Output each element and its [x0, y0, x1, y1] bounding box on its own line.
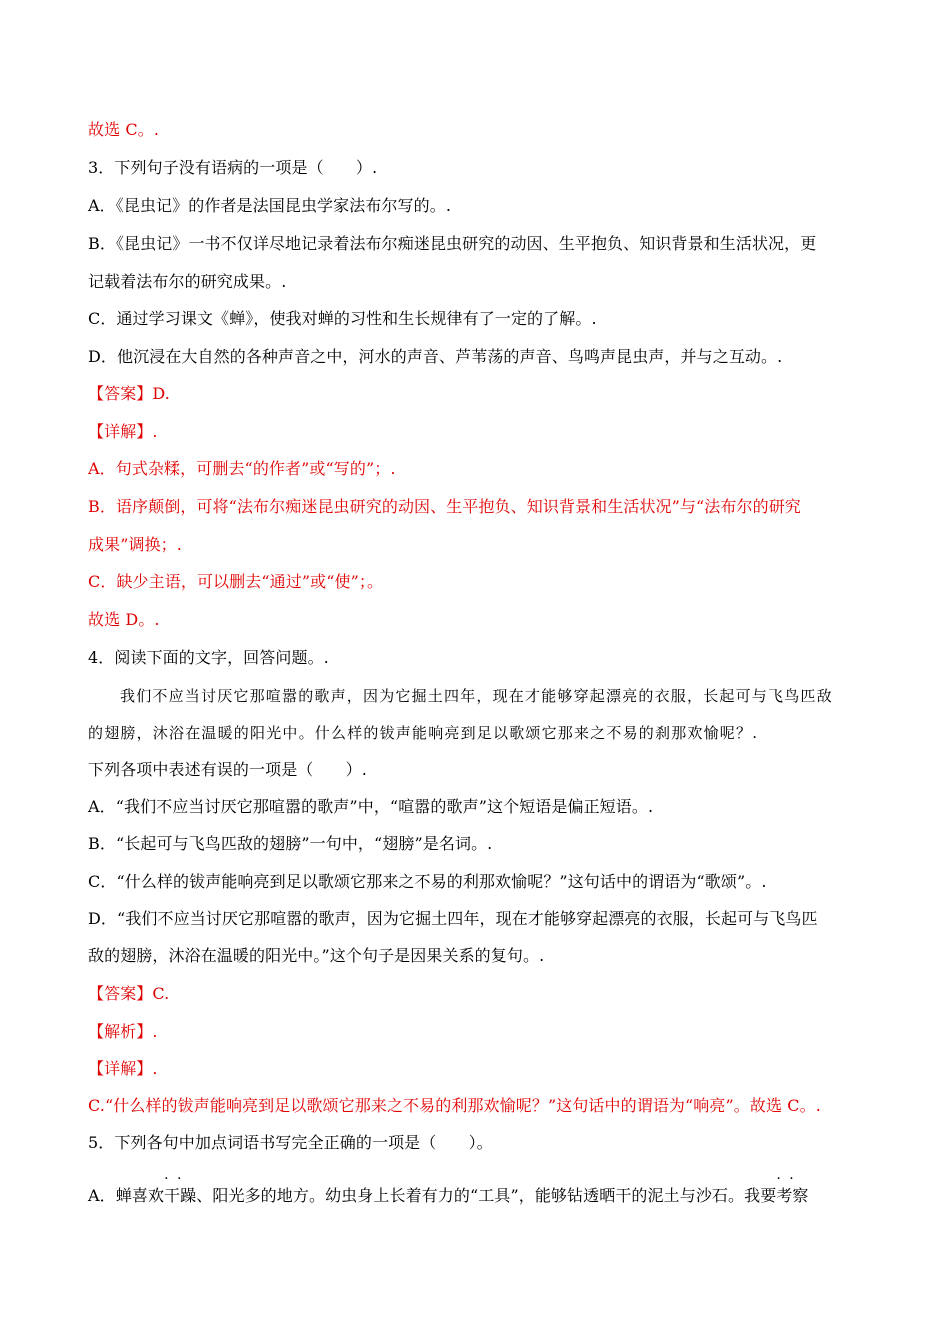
explanation-b: B．语序颠倒，可将“法布尔痴迷昆虫研究的动因、生平抱负、知识背景和生活状况”与“法布尔的研究 [88, 497, 801, 516]
question-3: 3．下列句子没有语病的一项是（ ）. [88, 158, 378, 177]
answer-label: 【答案】D. [88, 384, 170, 403]
explanation-b-cont: 成果”调换；. [88, 535, 182, 554]
text-line: 故选 C。. [88, 120, 160, 139]
q5-option-a-prefix: A．蝉喜欢 [88, 1186, 165, 1205]
question-5: 5．下列各句中加点词语书写完全正确的一项是（ ）。 [88, 1133, 493, 1152]
option-a: A．《昆虫记》的作者是法国昆虫学家法布尔写的。. [88, 196, 452, 215]
q4-option-d: D．“我们不应当讨厌它那喧嚣的歌声，因为它掘土四年，现在才能够穿起漂亮的衣服，长起可与飞鸟匹 [88, 909, 818, 928]
explanation-label: 【详解】. [88, 422, 158, 441]
q4-option-a: A．“我们不应当讨厌它那喧嚣的歌声”中，“喧嚣的歌声”这个短语是偏正短语。. [88, 797, 654, 816]
q4-option-c: C．“什么样的钹声能响亮到足以歌颂它那来之不易的利那欢愉呢？”这句话中的谓语为“歌颂”。. [88, 872, 767, 891]
explanation-c: C．缺少主语，可以删去“通过”或“使”；。 [88, 572, 384, 591]
dotted-word-2: · · 考察 [776, 1186, 808, 1206]
explanation-a: A．句式杂糅，可删去“的作者”或“写的”；. [88, 459, 396, 478]
option-d: D．他沉浸在大自然的各种声音之中，河水的声音、芦苇荡的声音、鸟鸣声昆虫声，并与之互动。. [88, 347, 783, 366]
q4-answer: 【答案】C. [88, 984, 170, 1003]
option-b: B．《昆虫记》一书不仅详尽地记录着法布尔痴迷昆虫研究的动因、生平抱负、知识背景和生活状况，更 [88, 234, 817, 253]
option-b-cont: 记载着法布尔的研究成果。. [88, 272, 287, 291]
passage-line-2: 的翅膀，沐浴在温暖的阳光中。什么样的钹声能响亮到足以歌颂它那来之不易的刹那欢愉呢？. [88, 724, 759, 742]
option-c: C．通过学习课文《蝉》，使我对蝉的习性和生长规律有了一定的了解。. [88, 309, 597, 328]
q4-option-b: B．“长起可与飞鸟匹敌的翅膀”一句中，“翅膀”是名词。. [88, 834, 493, 853]
question-4: 4．阅读下面的文字，回答问题。. [88, 648, 329, 667]
q4-option-d-cont: 敌的翅膀，沐浴在温暖的阳光中。”这个句子是因果关系的复句。. [88, 946, 545, 965]
q4-explanation-c: C.“什么样的钹声能响亮到足以歌颂它那来之不易的利那欢愉呢？”这句话中的谓语为“响亮”。故选 C。. [88, 1096, 821, 1115]
choose-d: 故选 D。. [88, 610, 160, 629]
dotted-word-1: · · 干躁 [164, 1186, 196, 1206]
q4-analysis-label: 【解析】. [88, 1022, 158, 1041]
question-4-prompt: 下列各项中表述有误的一项是（ ）. [88, 760, 367, 779]
passage-line-1: 我们不应当讨厌它那喧嚣的歌声，因为它掘土四年，现在才能够穿起漂亮的衣服，长起可与飞鸟匹敌 [120, 687, 833, 705]
q5-option-a-middle: 、阳光多的地方。幼虫身上长着有力的“工具”，能够钻透晒干的泥土与沙石。我要 [196, 1186, 777, 1205]
q5-option-a [88, 1186, 809, 1206]
q4-explanation-label: 【详解】. [88, 1059, 158, 1078]
